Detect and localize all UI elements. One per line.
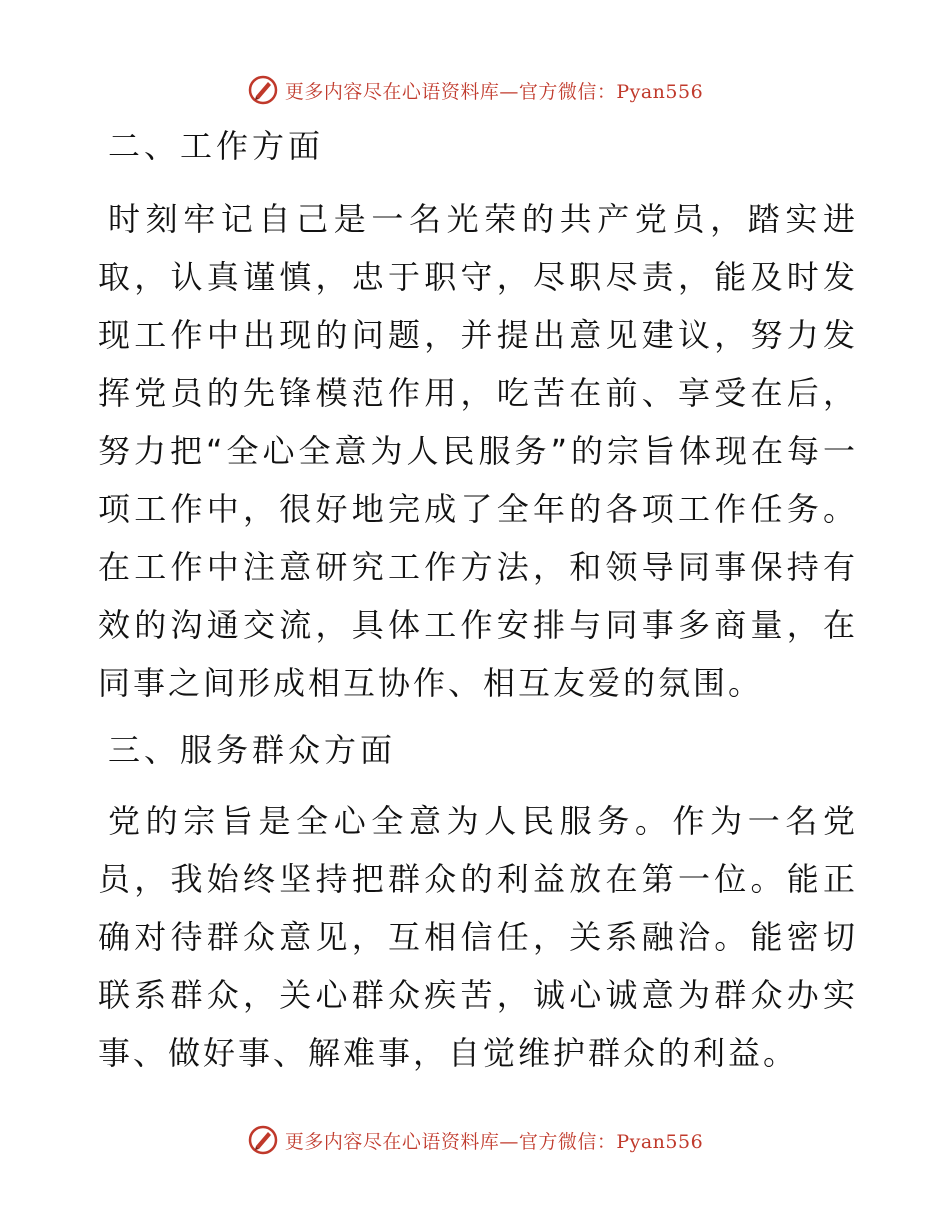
pen-logo-icon: [247, 74, 279, 106]
section-paragraph-work: 时刻牢记自己是一名光荣的共产党员，踏实进取，认真谨慎，忠于职守，尽职尽责，能及时发现工作中出现的问题，并提出意见建议，努力发挥党员的先锋模范作用，吃苦在前、享受在后，努力把“全心全意为人民服务”的宗旨体现在每一项工作中，很好地完成了全年的各项工作任务。在工作中注意研究工作方法，和领导同事保持有效的沟通交流，具体工作安排与同事多商量，在同事之间形成相互协作、相互友爱的氛围。: [98, 200, 858, 702]
watermark-text: 更多内容尽在心语资料库—官方微信：Pyan556: [284, 80, 704, 103]
section-heading-service: 三、服务群众方面: [108, 731, 397, 769]
document-body: [98, 120, 858, 1082]
section-paragraph-service: 党的宗旨是全心全意为人民服务。作为一名党员，我始终坚持把群众的利益放在第一位。能正确对待群众意见，互相信任，关系融洽。能密切联系群众，关心群众疾苦，诚心诚意为群众办实事、做好事、解难事，自觉维护群众的利益。: [98, 802, 858, 1072]
pen-logo-icon: [247, 1124, 279, 1156]
section-heading-work: 二、工作方面: [108, 127, 325, 165]
watermark-text: 更多内容尽在心语资料库—官方微信：Pyan556: [284, 1130, 704, 1153]
footer-watermark: [0, 1120, 950, 1160]
header-watermark: [0, 70, 950, 110]
